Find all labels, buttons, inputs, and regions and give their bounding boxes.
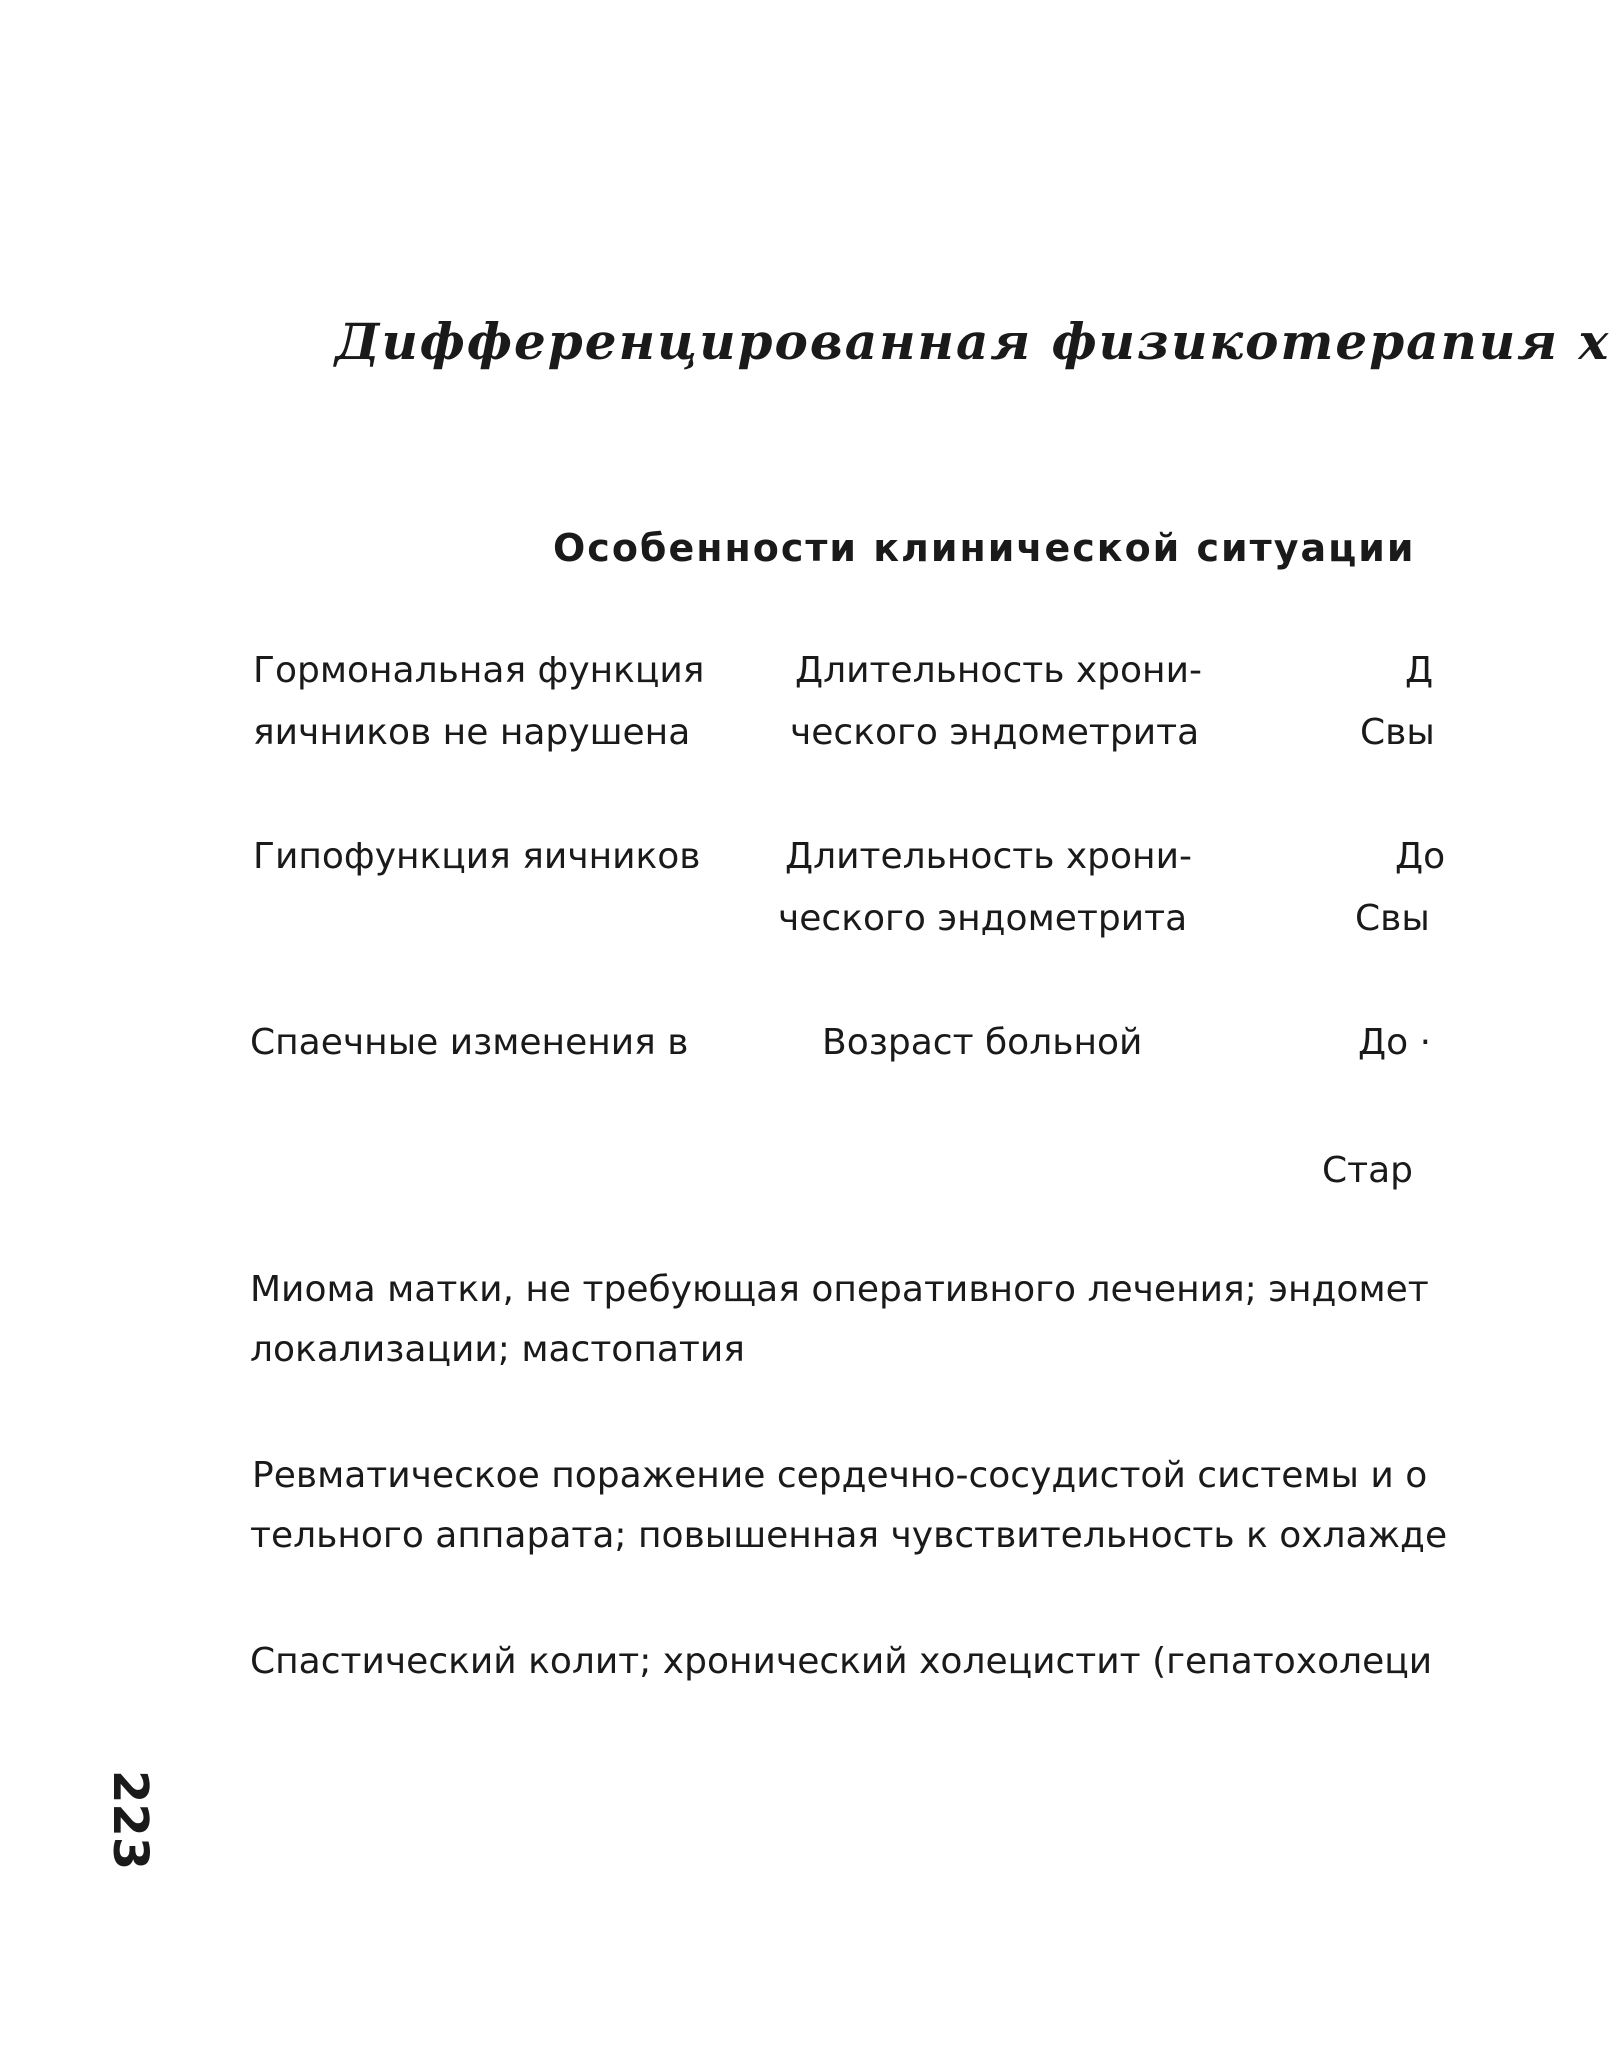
paragraph-2-line-1: Ревматическое поражение сердечно-сосудистой системы и о: [252, 1455, 1428, 1496]
row-1-col-1-line-2: яичников не нарушена: [253, 712, 691, 753]
paragraph-3-line-1: Спастический колит; хронический холецистит (гепатохолеци: [250, 1641, 1433, 1682]
row-1-col-3-line-2: Свы: [1360, 712, 1435, 753]
row-3-col-3-line-1: До ·: [1358, 1022, 1432, 1063]
row-2-col-2-line-1: Длительность хрони-: [785, 836, 1192, 877]
row-2-col-2-line-2: ческого эндометрита: [778, 898, 1188, 939]
row-1-col-2-line-2: ческого эндометрита: [790, 712, 1200, 753]
row-1-col-3-line-1: Д: [1405, 650, 1434, 691]
paragraph-1-line-2: локализации; мастопатия: [250, 1329, 745, 1370]
page-number: 223: [102, 1770, 158, 1871]
row-2-col-1-line-1: Гипофункция яичников: [253, 836, 701, 877]
row-1-col-2-line-1: Длительность хрони-: [795, 650, 1202, 691]
row-2-col-3-line-2: Свы: [1355, 898, 1430, 939]
row-3-col-2-line-1: Возраст больной: [822, 1022, 1143, 1063]
paragraph-1-line-1: Миома матки, не требующая оперативного лечения; эндомет: [250, 1269, 1429, 1310]
row-3-col-3-line-2: Стар: [1322, 1150, 1414, 1191]
section-heading: Особенности клинической ситуации: [553, 526, 1416, 570]
row-1-col-1-line-1: Гормональная функция: [253, 650, 705, 691]
page-title: Дифференцированная физикотерапия х: [335, 312, 1610, 371]
row-3-col-1-line-1: Спаечные изменения в: [250, 1022, 689, 1063]
row-2-col-3-line-1: До: [1395, 836, 1446, 877]
paragraph-2-line-2: тельного аппарата; повышенная чувствительность к охлажде: [250, 1515, 1448, 1556]
